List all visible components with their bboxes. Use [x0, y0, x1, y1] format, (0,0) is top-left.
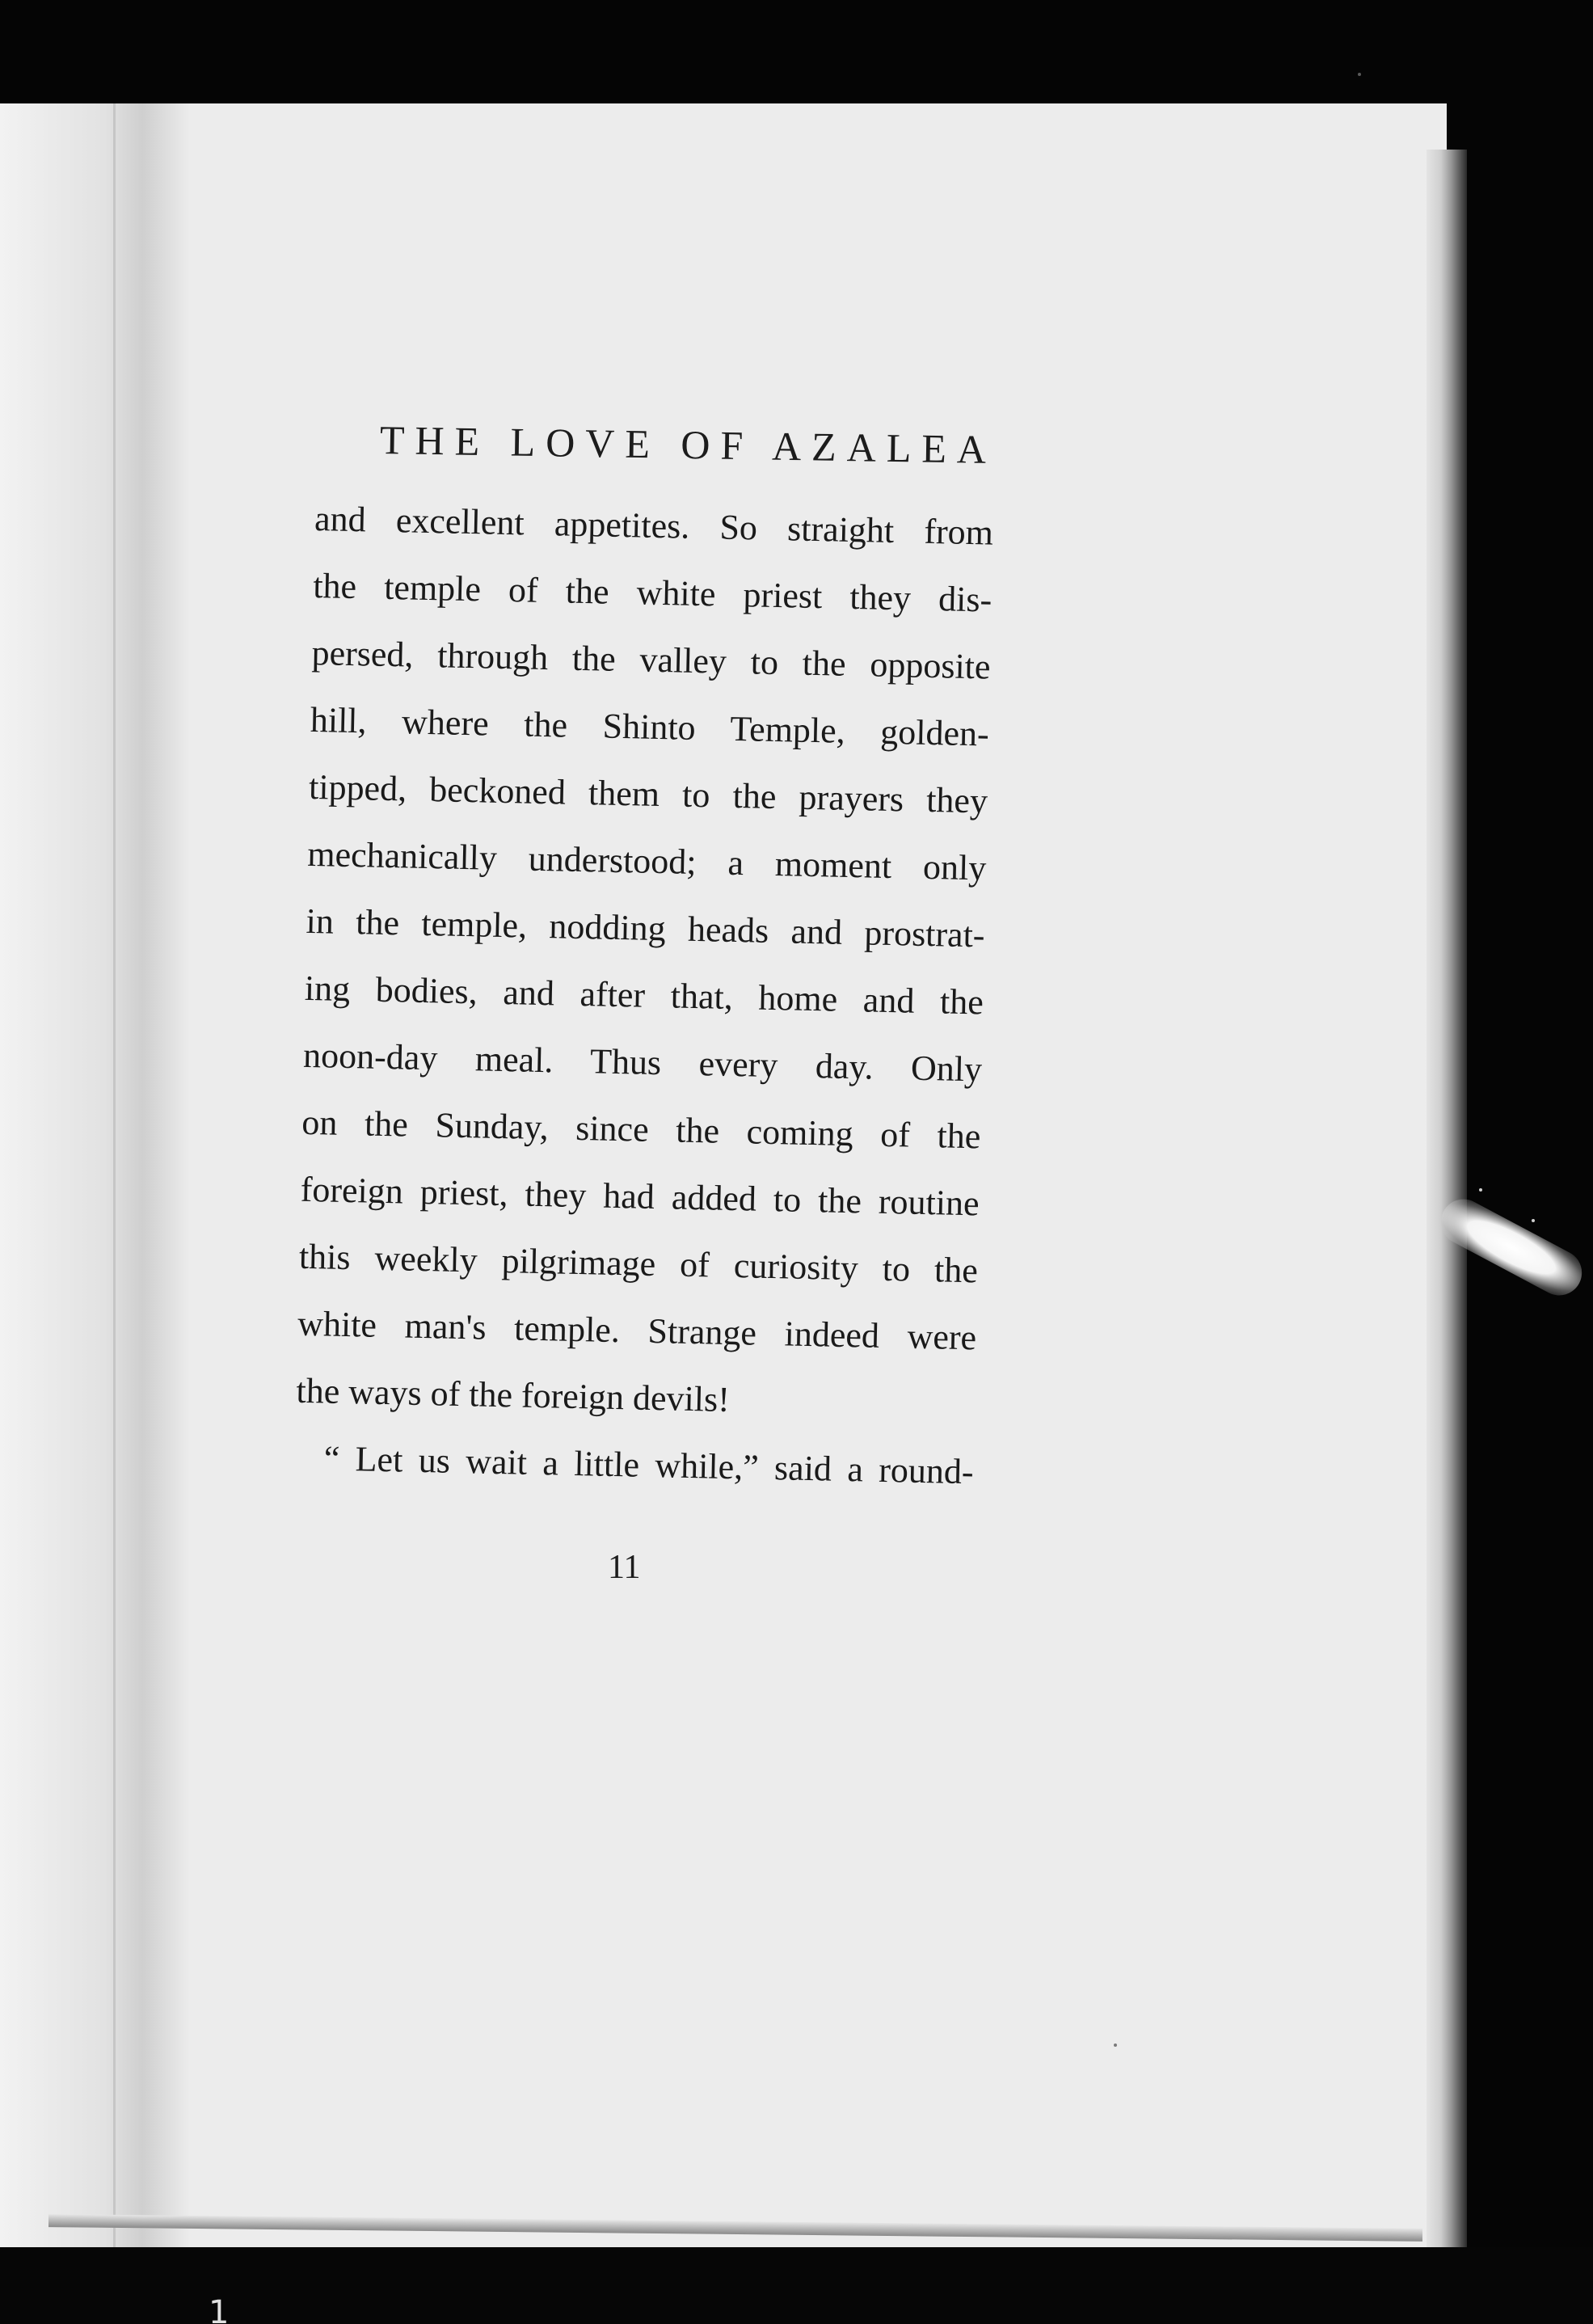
text-line: persed, through the valley to the opposite [311, 632, 991, 687]
book-spine-shadow [0, 103, 190, 2286]
text-line: white man's temple. Strange indeed were [297, 1303, 977, 1358]
text-line: the ways of the foreign devils! [296, 1370, 731, 1419]
text-line: in the temple, nodding heads and prostrat- [306, 900, 986, 955]
text-line: tipped, beckoned them to the prayers they [308, 766, 988, 821]
text-line: hill, where the Shinto Temple, golden- [310, 699, 990, 754]
text-line: “ Let us wait a little while,” said a round- [323, 1438, 975, 1492]
background-bottom [0, 2247, 1593, 2324]
text-line: this weekly pilgrimage of curiosity to the [298, 1236, 979, 1291]
text-line: ing bodies, and after that, home and the [304, 968, 984, 1023]
body-text [294, 485, 994, 1505]
running-head: THE LOVE OF AZALEA [379, 417, 997, 472]
page-number: 11 [608, 1549, 641, 1586]
dust-speck [1114, 2044, 1117, 2047]
dust-speck [1479, 1188, 1482, 1192]
text-line: foreign priest, they had added to the routine [300, 1169, 980, 1224]
dust-speck [1358, 73, 1361, 76]
text-line: and excellent appetites. So straight from [314, 498, 994, 553]
text-line: the temple of the white priest they dis- [312, 565, 992, 620]
dust-speck [1532, 1219, 1535, 1222]
text-line: noon-day meal. Thus every day. Only [302, 1035, 983, 1090]
text-line: on the Sunday, since the coming of the [301, 1102, 981, 1157]
stray-mark: 1 [209, 2294, 230, 2324]
gutter-line [113, 103, 116, 2286]
text-line: mechanically understood; a moment only [306, 833, 987, 888]
